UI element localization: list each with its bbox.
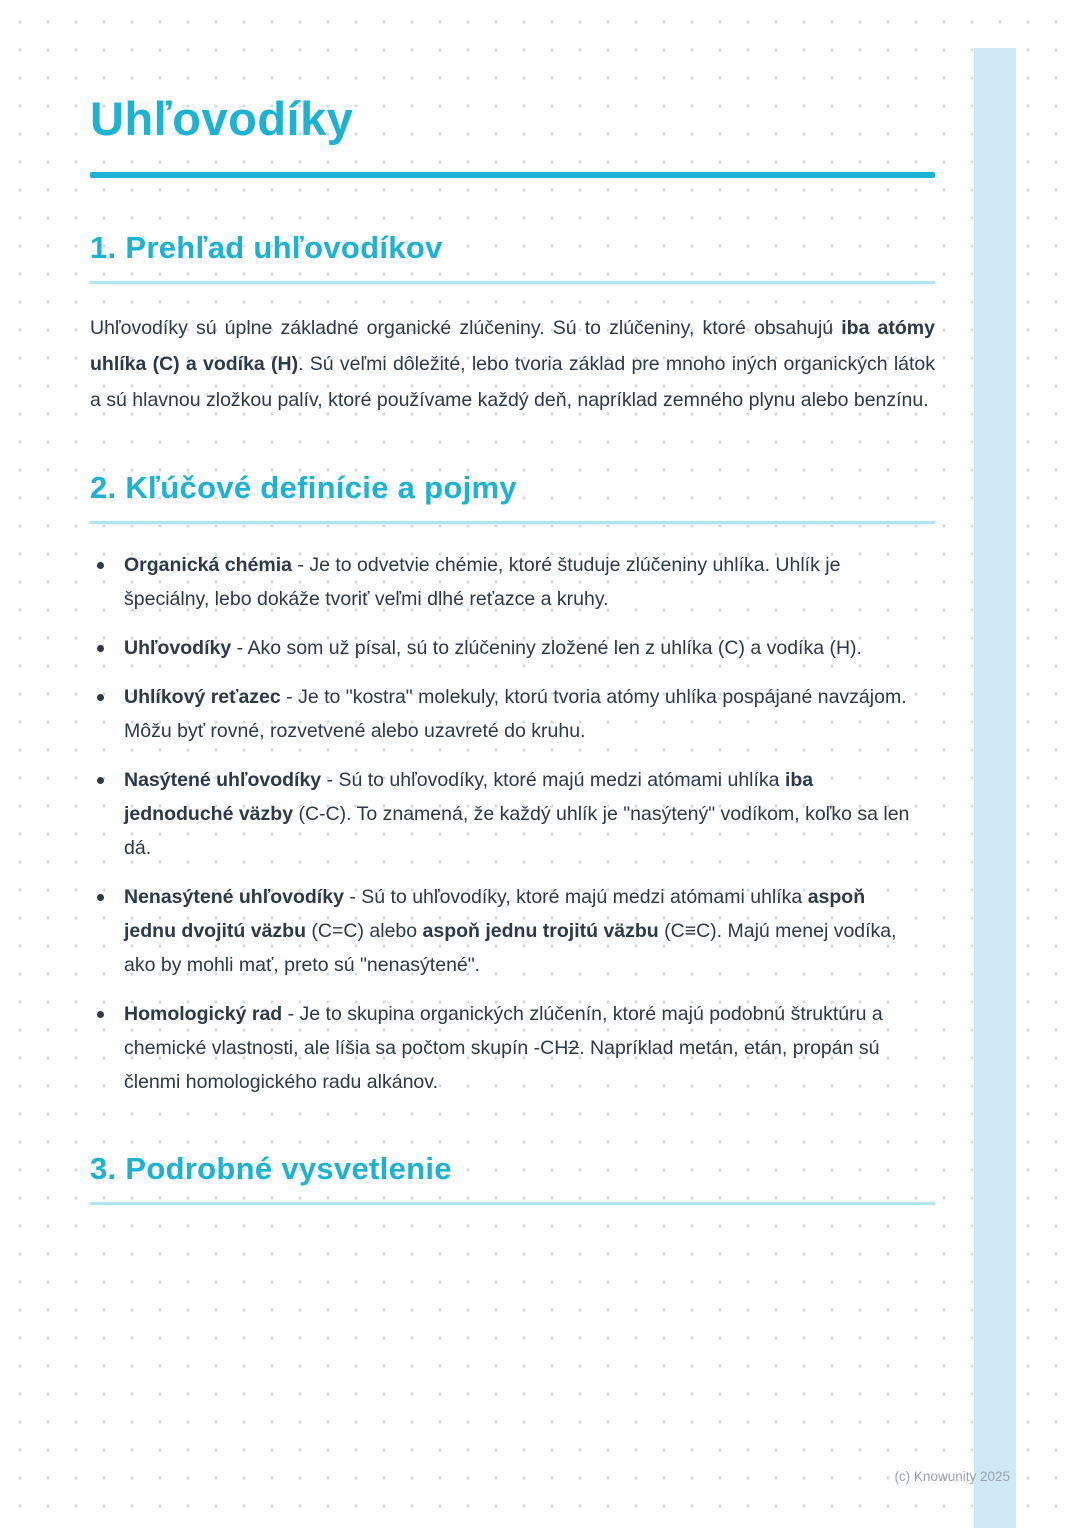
heading-underline xyxy=(90,281,935,284)
list-item: Organická chémia - Je to odvetvie chémie, ktoré študuje zlúčeniny uhlíka. Uhlík je špeciálny, lebo dokáže tvoriť veľmi dlhé reťazce a kruhy. xyxy=(90,548,920,616)
page-content xyxy=(90,0,935,1205)
heading-underline xyxy=(90,1202,935,1205)
list-item: Uhľovodíky - Ako som už písal, sú to zlúčeniny zložené len z uhlíka (C) a vodíka (H). xyxy=(90,631,920,665)
footer-credit: (c) Knowunity 2025 xyxy=(894,1469,1010,1484)
list-item: Nenasýtené uhľovodíky - Sú to uhľovodíky, ktoré majú medzi atómami uhlíka aspoň jednu dvojitú väzbu (C=C) alebo aspoň jednu trojitú väzbu (C≡C). Majú menej vodíka, ako by mohli mať, preto sú "nenasýtené". xyxy=(90,880,920,982)
section-heading-detail: 3. Podrobné vysvetlenie xyxy=(90,1151,452,1186)
title-divider xyxy=(90,172,935,178)
list-item: Uhlíkový reťazec - Je to "kostra" molekuly, ktorú tvoria atómy uhlíka pospájané navzájom. Môžu byť rovné, rozvetvené alebo uzavreté do kruhu. xyxy=(90,680,920,748)
definitions-list xyxy=(90,548,920,1099)
section-definitions xyxy=(90,470,935,1099)
intro-paragraph: Uhľovodíky sú úplne základné organické zlúčeniny. Sú to zlúčeniny, ktoré obsahujú iba atómy uhlíka (C) a vodíka (H). Sú veľmi dôležité, lebo tvoria základ pre mnoho iných organických látok a sú hlavnou zložkou palív, ktoré používame každý deň, napríklad zemného plynu alebo benzínu. xyxy=(90,317,936,411)
section-heading-overview: 1. Prehľad uhľovodíkov xyxy=(90,230,443,265)
list-item: Homologický rad - Je to skupina organických zlúčenín, ktoré majú podobnú štruktúru a chemické vlastnosti, ale líšia sa počtom skupín -CH2. Napríklad metán, etán, propán sú členmi homologického radu alkánov. xyxy=(90,997,920,1099)
section-heading-definitions: 2. Kľúčové definície a pojmy xyxy=(90,470,517,505)
section-overview xyxy=(90,230,935,418)
list-item: Nasýtené uhľovodíky - Sú to uhľovodíky, ktoré majú medzi atómami uhlíka iba jednoduché väzby (C-C). To znamená, že každý uhlík je "nasýtený" vodíkom, koľko sa len dá. xyxy=(90,763,920,865)
decorative-side-stripe xyxy=(974,48,1016,1528)
page-title: Uhľovodíky xyxy=(90,92,354,145)
section-detail xyxy=(90,1151,935,1205)
heading-underline xyxy=(90,521,935,524)
